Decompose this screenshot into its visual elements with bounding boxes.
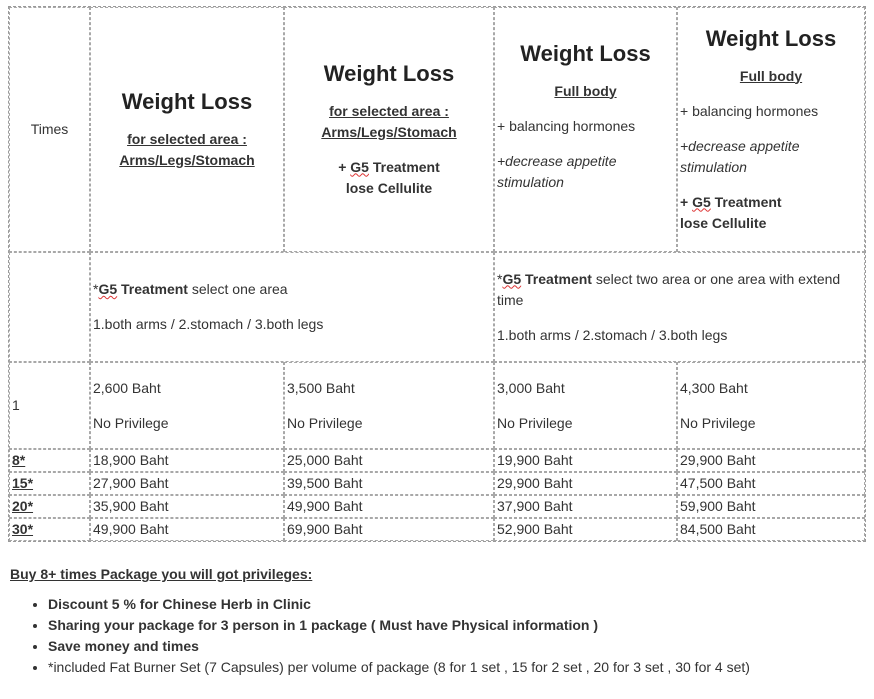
price-cell xyxy=(494,362,677,449)
header-cell-weight-loss-area xyxy=(90,7,284,252)
price-cell xyxy=(677,362,865,449)
times-header-label: Times xyxy=(30,121,69,137)
g5-treatment-line: + G5 Treatment xyxy=(680,193,782,210)
price-cell: 29,900 Baht xyxy=(494,472,677,495)
privilege-note: No Privilege xyxy=(93,414,169,431)
g5-left-text: *G5 Treatment select one area xyxy=(93,281,288,297)
area-detail: Arms/Legs/Stomach xyxy=(119,151,255,168)
times-link[interactable]: 8* xyxy=(12,452,26,468)
g5-left-areas: 1.both arms / 2.stomach / 3.both legs xyxy=(93,316,324,332)
column-title: Weight Loss xyxy=(520,40,651,66)
privileges-list xyxy=(10,594,870,678)
times-cell: 1 xyxy=(9,362,90,449)
area-label: for selected area : xyxy=(329,102,449,119)
price-cell: 39,500 Baht xyxy=(284,472,494,495)
times-header-cell xyxy=(9,7,90,252)
price: 3,000 Baht xyxy=(497,379,565,396)
price-cell: 18,900 Baht xyxy=(90,449,284,472)
g5-treatment-line: + G5 Treatment xyxy=(338,158,440,175)
price: 2,600 Baht xyxy=(93,379,161,396)
header-cell-weight-loss-area-g5 xyxy=(284,7,494,252)
header-cell-weight-loss-full-body-g5 xyxy=(677,7,865,252)
header-cell-weight-loss-full-body xyxy=(494,7,677,252)
times-cell xyxy=(9,449,90,472)
area-label: Full body xyxy=(739,67,803,84)
price-cell xyxy=(90,362,284,449)
times-link[interactable]: 20* xyxy=(12,498,34,514)
price-cell: 19,900 Baht xyxy=(494,449,677,472)
price-cell xyxy=(284,362,494,449)
area-detail: Arms/Legs/Stomach xyxy=(321,123,457,140)
price-cell: 84,500 Baht xyxy=(677,518,865,541)
g5-right-areas: 1.both arms / 2.stomach / 3.both legs xyxy=(497,326,728,343)
g5-code: G5 xyxy=(98,281,118,297)
package-row xyxy=(9,472,865,495)
privilege-note: No Privilege xyxy=(287,414,363,431)
price-cell: 69,900 Baht xyxy=(284,518,494,541)
price-cell: 52,900 Baht xyxy=(494,518,677,541)
g5-times-cell xyxy=(9,252,90,362)
g5-info-right xyxy=(494,252,865,362)
price-cell: 49,900 Baht xyxy=(90,518,284,541)
privilege-note: No Privilege xyxy=(680,414,756,431)
times-link[interactable]: 30* xyxy=(12,521,34,537)
price-cell: 35,900 Baht xyxy=(90,495,284,518)
times-link[interactable]: 15* xyxy=(12,475,34,491)
package-row xyxy=(9,495,865,518)
price-cell: 27,900 Baht xyxy=(90,472,284,495)
package-row xyxy=(9,518,865,541)
area-label: for selected area : xyxy=(127,130,247,147)
price-cell: 37,900 Baht xyxy=(494,495,677,518)
price-cell: 29,900 Baht xyxy=(677,449,865,472)
privilege-item: • Discount 5 % for Chinese Herb in Clinic xyxy=(48,594,870,615)
privileges-section xyxy=(10,566,870,678)
price-cell: 49,900 Baht xyxy=(284,495,494,518)
package-row xyxy=(9,449,865,472)
privilege-item: • Sharing your package for 3 person in 1 package ( Must have Physical information ) xyxy=(48,615,870,636)
header-row xyxy=(9,7,865,252)
g5-code: G5 xyxy=(502,270,522,287)
privileges-title: Buy 8+ times Package you will got privileges: xyxy=(10,566,313,582)
g5-code: G5 xyxy=(350,158,369,175)
g5-treatment-benefit: lose Cellulite xyxy=(680,214,767,231)
hormones-text: + balancing hormones xyxy=(680,102,819,119)
appetite-text-2: stimulation xyxy=(680,158,747,175)
g5-info-row xyxy=(9,252,865,362)
column-title: Weight Loss xyxy=(121,88,253,114)
privilege-item: • *included Fat Burner Set (7 Capsules) per volume of package (8 for 1 set , 15 for 2 set , 20 for 3 set , 30 for 4 set) xyxy=(48,657,870,678)
appetite-text-1: +decrease appetite xyxy=(497,152,617,169)
column-title: Weight Loss xyxy=(705,25,837,51)
times-cell xyxy=(9,495,90,518)
price: 4,300 Baht xyxy=(680,379,748,396)
pricing-table xyxy=(8,6,866,542)
appetite-text-1: +decrease appetite xyxy=(680,137,800,154)
g5-info-left xyxy=(90,252,494,362)
area-label: Full body xyxy=(554,82,617,99)
single-session-row xyxy=(9,362,865,449)
g5-treatment-benefit: lose Cellulite xyxy=(345,179,433,196)
privilege-note: No Privilege xyxy=(497,414,573,431)
privilege-item: • Save money and times xyxy=(48,636,870,657)
times-cell xyxy=(9,518,90,541)
g5-right-text: *G5 Treatment select two area or one area with extend time xyxy=(497,270,841,308)
column-title: Weight Loss xyxy=(323,60,455,86)
times-cell xyxy=(9,472,90,495)
g5-code: G5 xyxy=(692,193,711,210)
price-cell: 59,900 Baht xyxy=(677,495,865,518)
price-cell: 25,000 Baht xyxy=(284,449,494,472)
price-cell: 47,500 Baht xyxy=(677,472,865,495)
price: 3,500 Baht xyxy=(287,379,355,396)
hormones-text: + balancing hormones xyxy=(497,117,636,134)
appetite-text-2: stimulation xyxy=(497,173,564,190)
